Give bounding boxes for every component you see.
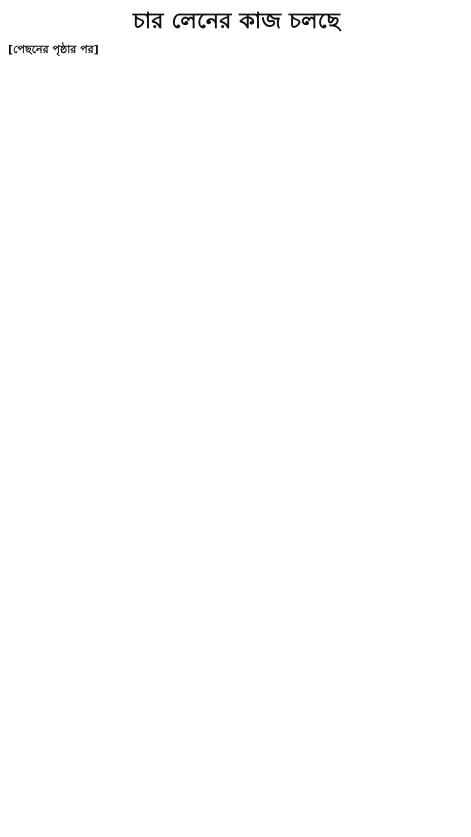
article-body [8,42,465,59]
article-headline: চার লেনের কাজ চলছে [132,9,341,34]
continued-from-marker: [পেছনের পৃষ্ঠার পর] [8,43,99,56]
